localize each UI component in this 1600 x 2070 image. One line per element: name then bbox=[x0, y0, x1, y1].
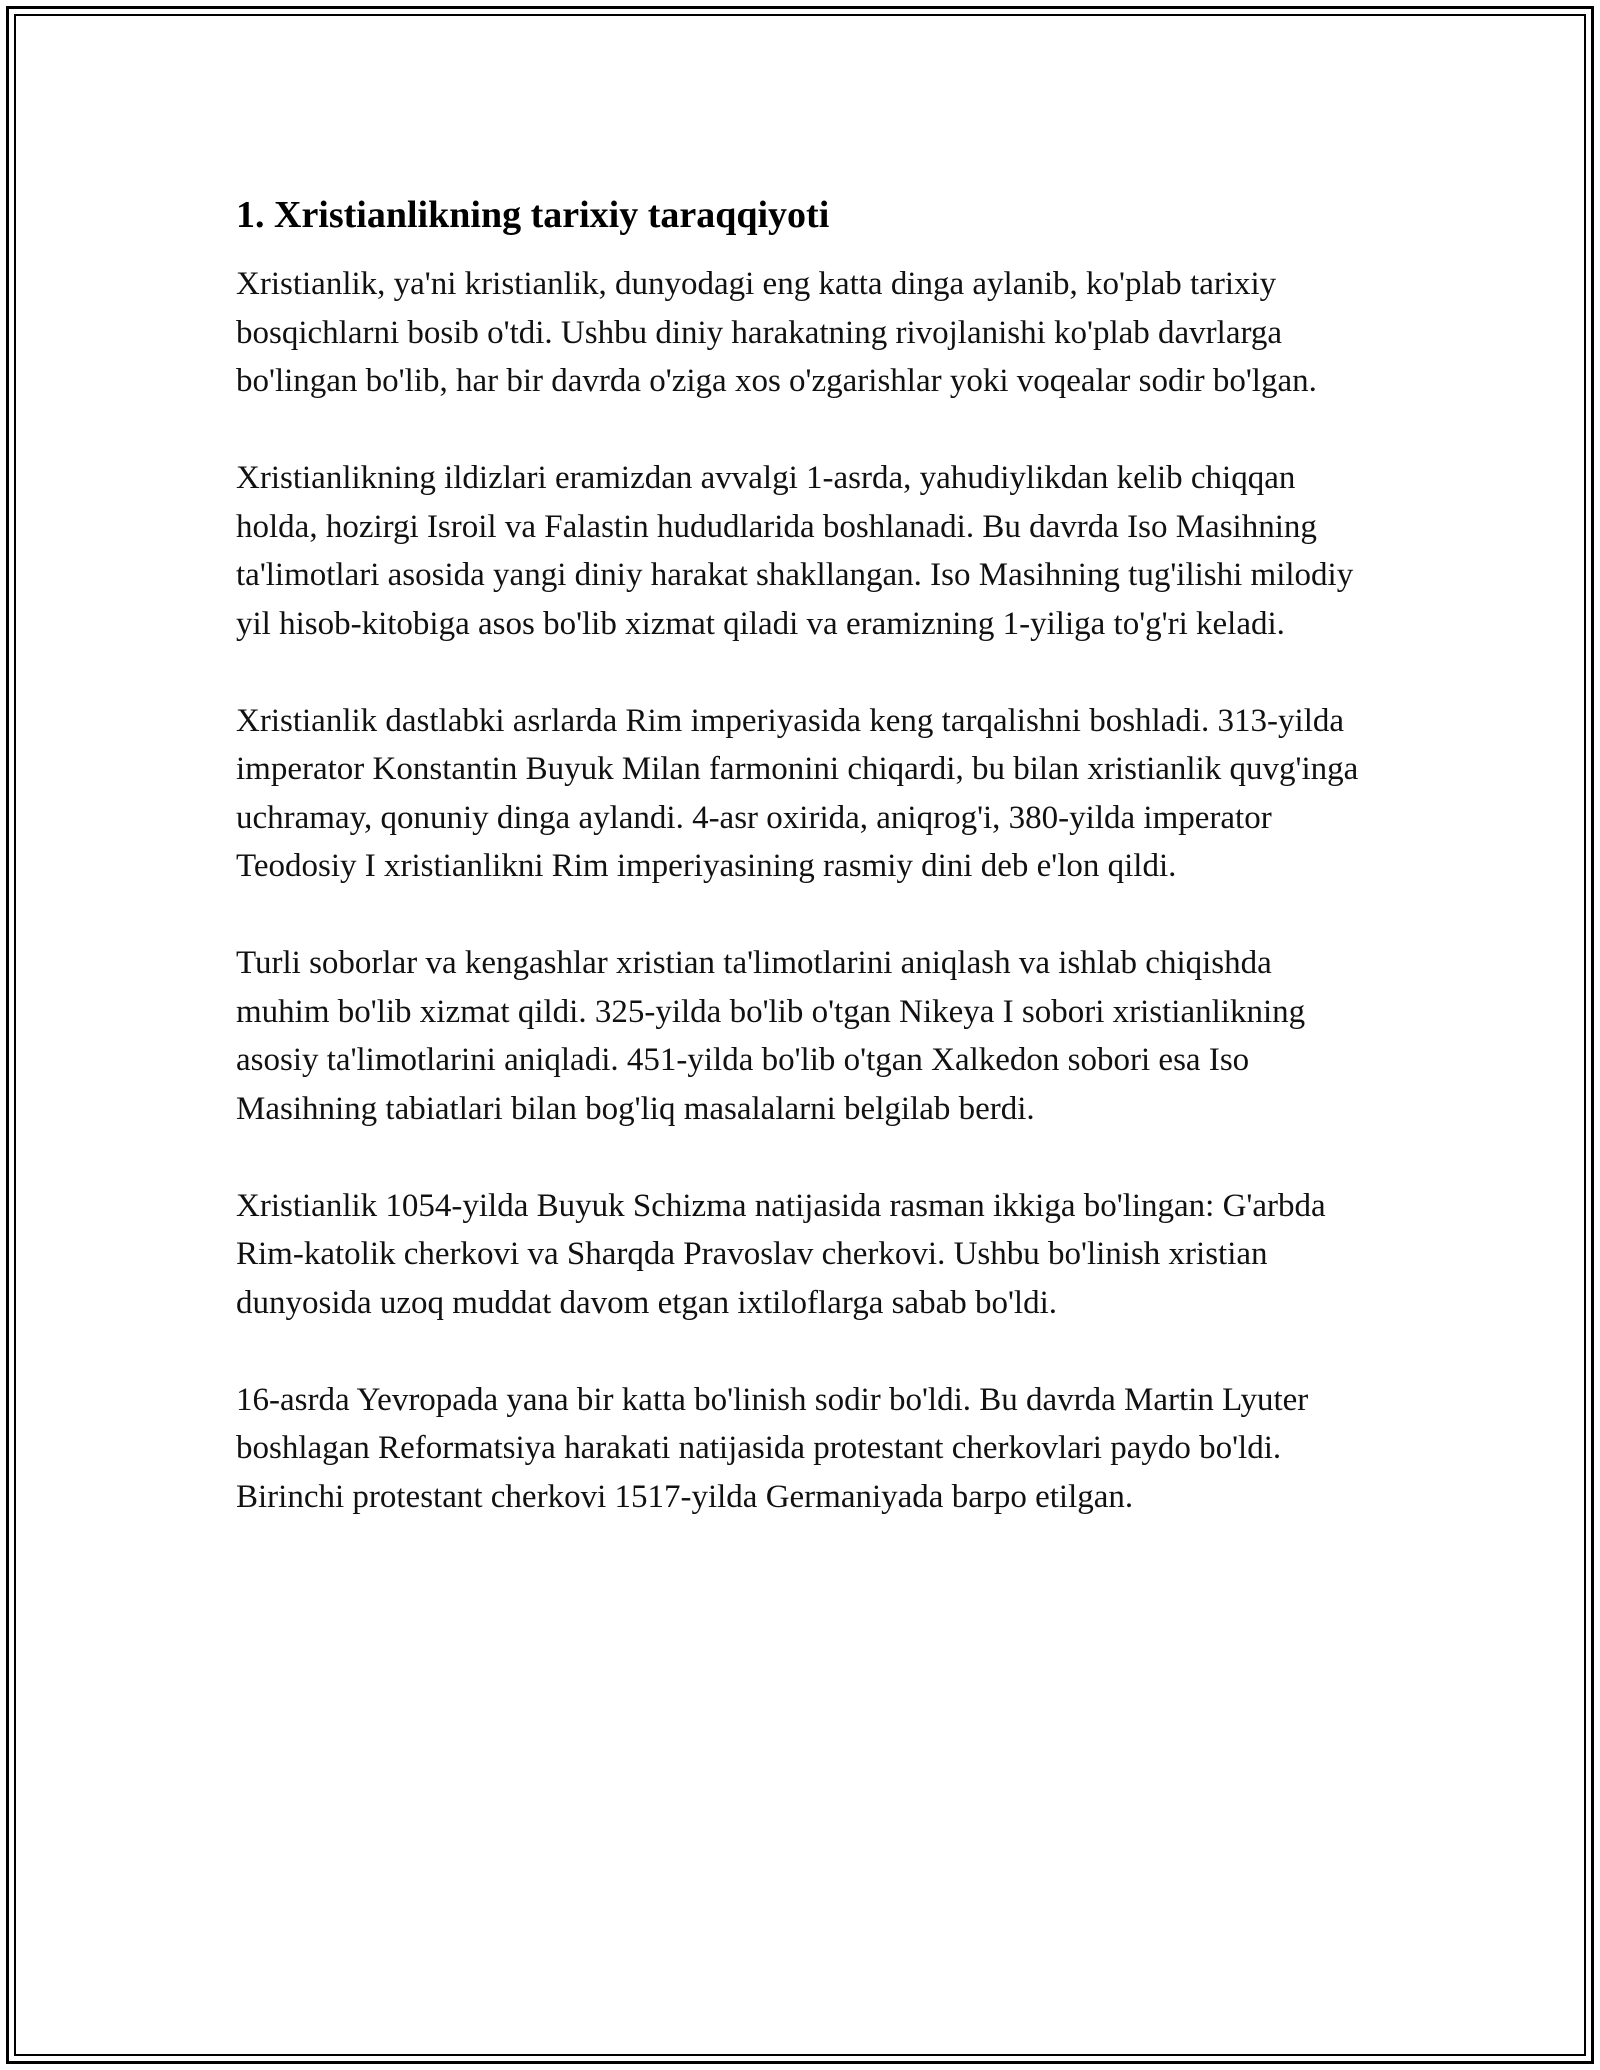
paragraph-councils: Turli soborlar va kengashlar xristian ta'limotlarini aniqlash va ishlab chiqishda muhim bo'lib xizmat qildi. 325-yilda bo'lib o'tgan Nikeya I sobori xristianlikning asosiy ta'limotlarini aniqladi. 451-yilda bo'lib o'tgan Xalkedon sobori esa Iso Masihning tabiatlari bilan bog'liq masalalarni belgilab berdi. bbox=[236, 945, 1306, 1127]
paragraph-origins: Xristianlikning ildizlari eramizdan avvalgi 1-asrda, yahudiylikdan kelib chiqqan holda, hozirgi Isroil va Falastin hududlarida boshlanadi. Bu davrda Iso Masihning ta'limotlari asosida yangi diniy harakat shakllangan. Iso Masihning tug'ilishi milodiy yil hisob-kitobiga asos bo'lib xizmat qiladi va eramizning 1-yiliga to'g'ri keladi. bbox=[236, 460, 1354, 642]
paragraph-roman-empire: Xristianlik dastlabki asrlarda Rim imperiyasida keng tarqalishni boshladi. 313-yilda imperator Konstantin Buyuk Milan farmonini chiqardi, bu bilan xristianlik quvg'inga uchramay, qonuniy dinga aylandi. 4-asr oxirida, aniqrog'i, 380-yilda imperator Teodosiy I xristianlikni Rim imperiyasining rasmiy dini deb e'lon qildi. bbox=[236, 702, 1359, 884]
paragraph-great-schism: Xristianlik 1054-yilda Buyuk Schizma natijasida rasman ikkiga bo'lingan: G'arbda Rim-katolik cherkovi va Sharqda Pravoslav cherkovi. Ushbu bo'linish xristian dunyosida uzoq muddat davom etgan ixtiloflarga sabab bo'ldi. bbox=[236, 1187, 1326, 1321]
section-heading: 1. Xristianlikning tarixiy taraqqiyoti bbox=[236, 194, 830, 236]
paragraph-reformation: 16-asrda Yevropada yana bir katta bo'linish sodir bo'ldi. Bu davrda Martin Lyuter boshlagan Reformatsiya harakati natijasida protestant cherkovlari paydo bo'ldi. Birinchi protestant cherkovi 1517-yilda Germaniyada barpo etilgan. bbox=[236, 1381, 1309, 1515]
document-body bbox=[236, 190, 1366, 1570]
paragraph-intro: Xristianlik, ya'ni kristianlik, dunyodagi eng katta dinga aylanib, ko'plab tarixiy bosqichlarni bosib o'tdi. Ushbu diniy harakatning rivojlanishi ko'plab davrlarga bo'lingan bo'lib, har bir davrda o'ziga xos o'zgarishlar yoki voqealar sodir bo'lgan. bbox=[236, 266, 1317, 399]
